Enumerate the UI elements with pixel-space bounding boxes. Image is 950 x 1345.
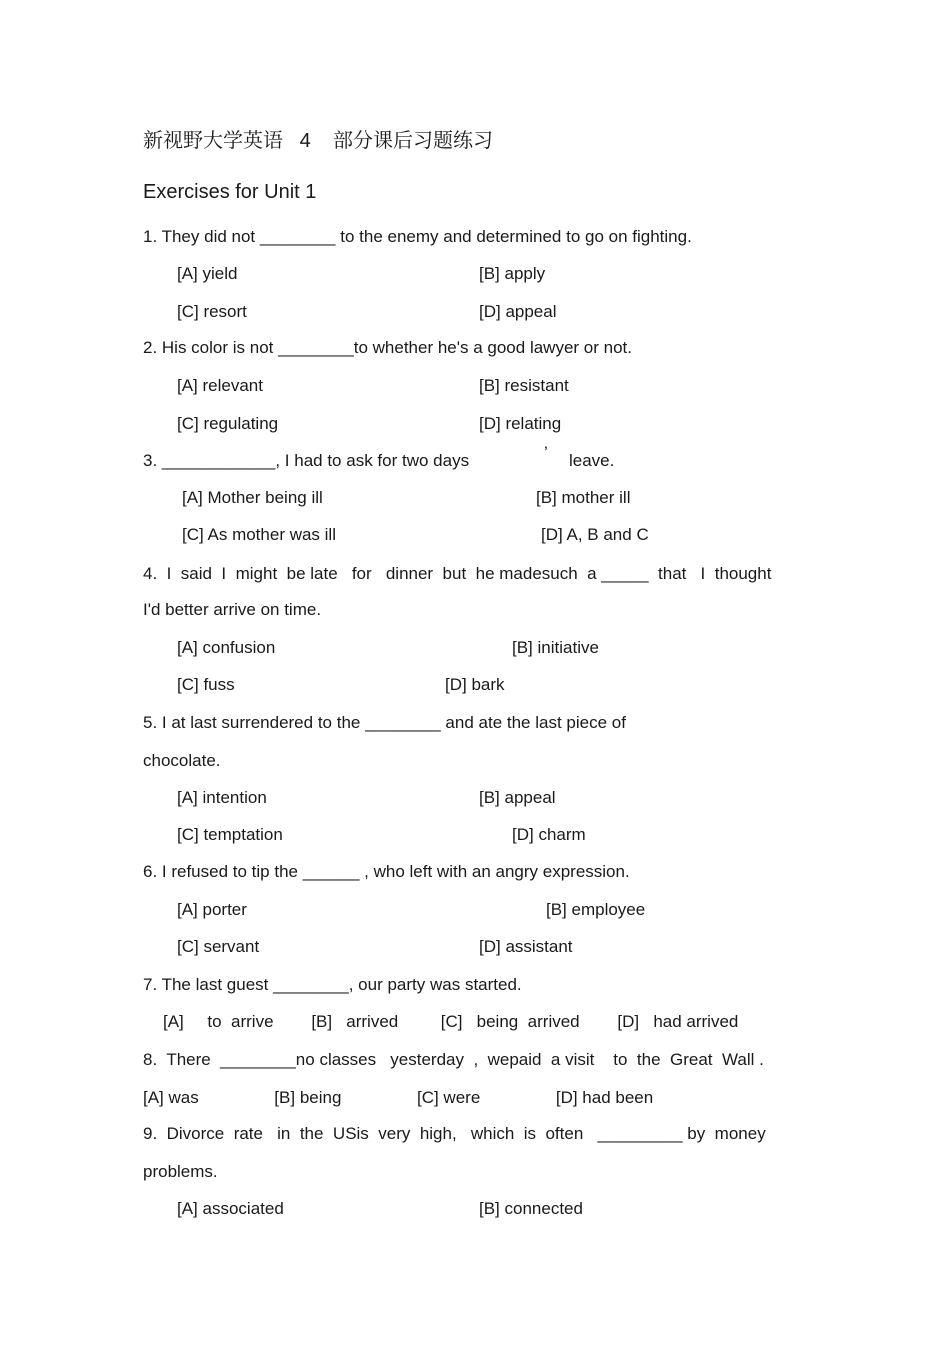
question-stem: 3. ____________, I had to ask for two days [143, 451, 470, 470]
page-title: 新视野大学英语 4 部分课后习题练习 [143, 130, 494, 152]
option-c: [C] fuss [177, 675, 235, 694]
option-d: [D] appeal [479, 302, 557, 321]
option-b: [B] connected [479, 1199, 583, 1218]
option-a: [A] porter [177, 900, 247, 919]
option-b: [B] apply [479, 264, 546, 283]
question-stem: 2. His color is not ________to whether he's a good lawyer or not. [143, 338, 632, 357]
question-stem-line-2: problems. [143, 1162, 218, 1181]
option-a: [A] relevant [177, 376, 263, 395]
options-row: [A] to arrive [B] arrived [C] being arrived [D] had arrived [163, 1012, 739, 1031]
option-b: [B] appeal [479, 788, 556, 807]
option-c: [C] regulating [177, 414, 279, 433]
question-stem-line-1: 4. I said I might be late for dinner but he madesuch a _____ that I thought [143, 564, 772, 583]
apostrophe-mark: ’ [544, 443, 548, 462]
option-c: [C] resort [177, 302, 247, 321]
question-stem-line-1: 5. I at last surrendered to the ________ and ate the last piece of [143, 713, 626, 732]
question-stem: 1. They did not ________ to the enemy and determined to go on fighting. [143, 227, 692, 246]
option-b: [B] employee [546, 900, 646, 919]
options-row: [A] was [B] being [C] were [D] had been [143, 1088, 654, 1107]
option-a: [A] confusion [177, 638, 276, 657]
option-d: [D] bark [445, 675, 505, 694]
section-heading: Exercises for Unit 1 [143, 181, 317, 203]
option-d: [D] A, B and C [541, 525, 649, 544]
question-stem-line-2: chocolate. [143, 751, 221, 770]
question-stem-end: leave. [569, 451, 615, 470]
option-a: [A] yield [177, 264, 238, 283]
option-d: [D] relating [479, 414, 562, 433]
question-stem: 6. I refused to tip the ______ , who left with an angry expression. [143, 862, 630, 881]
question-stem-line-2: I'd better arrive on time. [143, 600, 322, 619]
option-c: [C] As mother was ill [182, 525, 336, 544]
option-d: [D] charm [512, 825, 586, 844]
option-b: [B] mother ill [536, 488, 631, 507]
question-stem: 8. There ________no classes yesterday , wepaid a visit to the Great Wall . [143, 1050, 764, 1069]
option-c: [C] temptation [177, 825, 283, 844]
option-a: [A] Mother being ill [182, 488, 323, 507]
option-c: [C] servant [177, 937, 260, 956]
option-d: [D] assistant [479, 937, 573, 956]
option-b: [B] initiative [512, 638, 599, 657]
option-b: [B] resistant [479, 376, 569, 395]
option-a: [A] intention [177, 788, 267, 807]
question-stem-line-1: 9. Divorce rate in the USis very high, which is often _________ by money [143, 1124, 766, 1143]
option-a: [A] associated [177, 1199, 284, 1218]
question-stem: 7. The last guest ________, our party was started. [143, 975, 522, 994]
